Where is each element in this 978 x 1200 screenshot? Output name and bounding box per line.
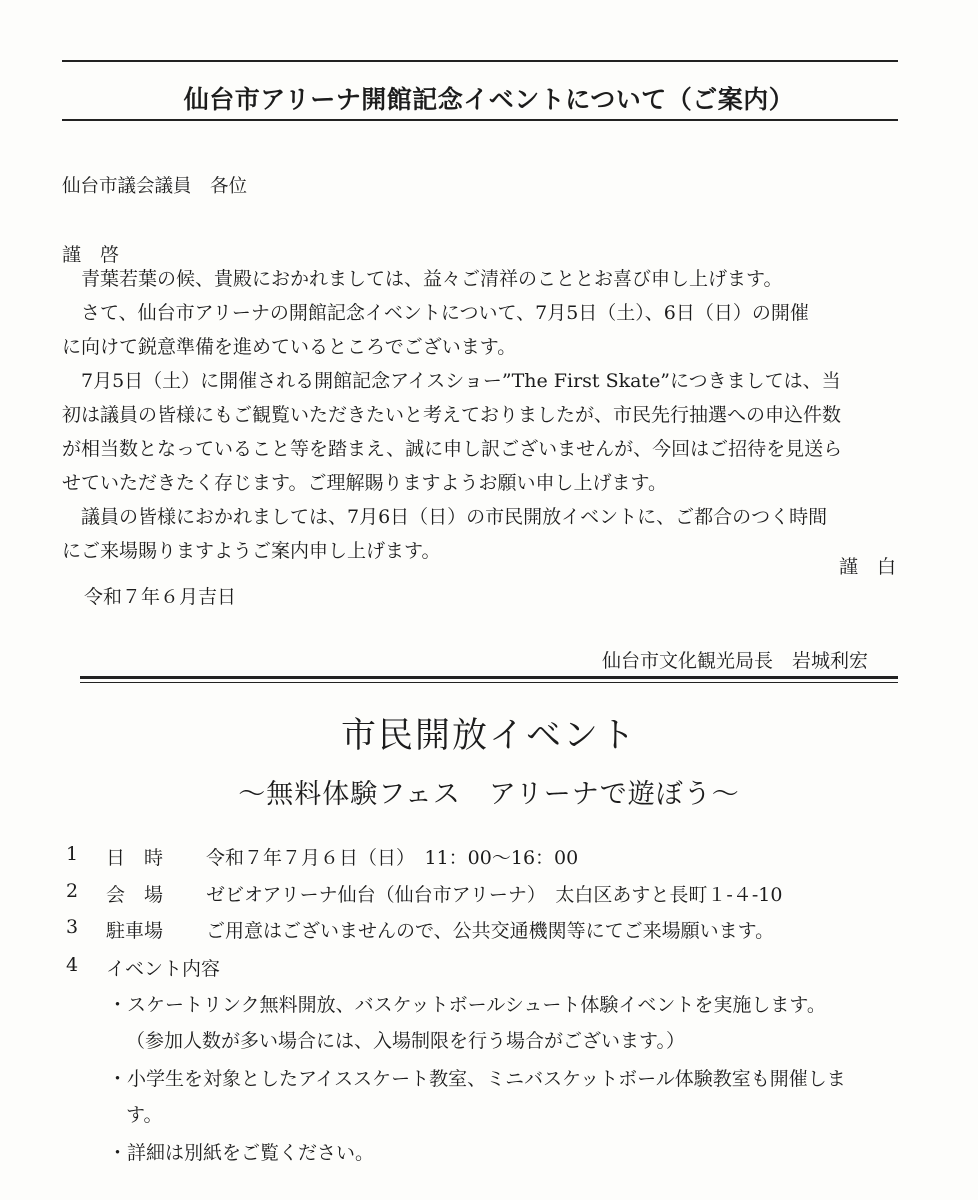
closing-salutation: 謹 白 — [838, 556, 896, 578]
paragraph-3-line: 7月5日（土）に開催される開館記念アイスショー”The First Skate”につきましては、当 — [81, 370, 841, 392]
title-rule-top — [62, 60, 898, 62]
paragraph-1-line: 青葉若葉の候、貴殿におかれましては、益々ご清祥のこととお喜び申し上げます。 — [81, 268, 783, 290]
paragraph-3-line: せていただきたく存じます。ご理解賜りますようお願い申し上げます。 — [62, 472, 667, 494]
event-bullet: ・小学生を対象としたアイススケート教室、ミニバスケットボール体験教室も開催しま — [108, 1068, 846, 1090]
page-title: 仙台市アリーナ開館記念イベントについて（ご案内） — [183, 85, 795, 114]
letter-date: 令和７年６月吉日 — [84, 586, 237, 608]
paragraph-4 — [62, 500, 902, 568]
item-number: 4 — [66, 954, 79, 976]
item-label: イベント内容 — [106, 958, 221, 980]
paragraph-2-line: に向けて鋭意準備を進めているところでございます。 — [62, 336, 517, 358]
paragraph-3-line: 初は議員の皆様にもご観覧いただきたいと考えておりましたが、市民先行抽選への申込件数 — [62, 404, 842, 426]
section-divider-thin — [80, 682, 898, 683]
item-value: ゼビオアリーナ仙台（仙台市アリーナ） 太白区あすと長町１-４-10 — [206, 884, 783, 906]
paragraph-4-line: 議員の皆様におかれましては、7月6日（日）の市民開放イベントに、ご都合のつく時間 — [81, 506, 828, 528]
item-value: 令和７年７月６日（日） 11：00～16：00 — [206, 847, 579, 869]
event-bullet-note: （参加人数が多い場合には、入場制限を行う場合がございます。） — [126, 1030, 685, 1052]
event-title: 市民開放イベント — [340, 716, 637, 756]
event-subtitle: ～無料体験フェス アリーナで遊ぼう～ — [238, 779, 740, 810]
item-label: 日 時 — [106, 847, 164, 869]
paragraph-1 — [62, 262, 902, 296]
sender-name: 仙台市文化観光局長 岩城利宏 — [601, 650, 868, 672]
event-bullet: ・詳細は別紙をご覧ください。 — [108, 1142, 375, 1164]
item-value: ご用意はございませんので、公共交通機関等にてご来場願います。 — [206, 920, 775, 942]
paragraph-2 — [62, 296, 902, 364]
item-label: 会 場 — [106, 884, 164, 906]
section-divider-thick — [80, 676, 898, 679]
paragraph-2-line: さて、仙台市アリーナの開館記念イベントについて、7月5日（土）、6日（日）の開催 — [81, 302, 809, 324]
title-rule-bottom — [62, 119, 898, 121]
item-label: 駐車場 — [106, 920, 164, 942]
event-bullet: ・スケートリンク無料開放、バスケットボールシュート体験イベントを実施します。 — [108, 994, 826, 1016]
paragraph-4-line: にご来場賜りますようご案内申し上げます。 — [62, 540, 441, 562]
item-number: 1 — [66, 843, 79, 865]
addressee: 仙台市議会議員 各位 — [62, 176, 248, 197]
item-number: 2 — [66, 880, 79, 902]
opening-salutation: 謹 啓 — [62, 244, 120, 266]
item-number: 3 — [66, 916, 79, 938]
paragraph-3 — [62, 364, 902, 500]
event-bullet-continued: す。 — [126, 1104, 163, 1126]
paragraph-3-line: が相当数となっていること等を踏まえ、誠に申し訳ございませんが、今回はご招待を見送ら — [62, 438, 843, 460]
